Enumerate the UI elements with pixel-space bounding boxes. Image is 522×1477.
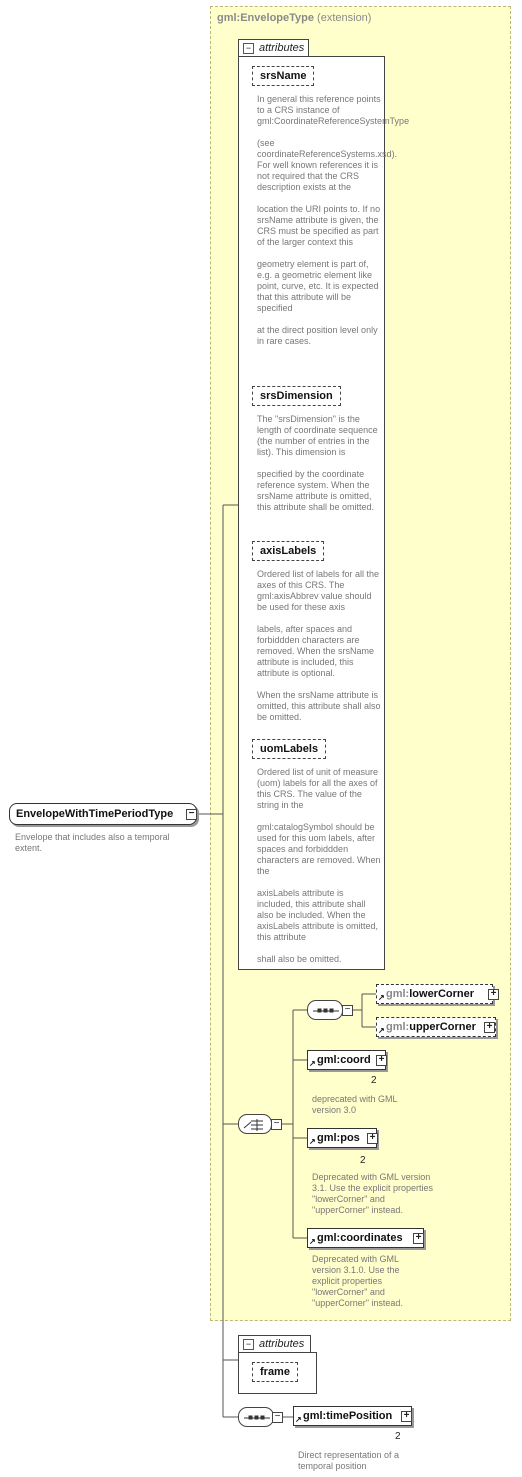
- element-timeposition-name: gml:timePosition: [303, 1410, 393, 1422]
- expand-icon[interactable]: +: [484, 1022, 495, 1033]
- own-attributes-label: attributes: [259, 1338, 305, 1350]
- element-uppercorner-name: upperCorner: [409, 1021, 476, 1033]
- element-namespace: gml:: [386, 988, 410, 1000]
- element-coord-description: deprecated with GML version 3.0: [312, 1094, 398, 1115]
- sequence-icon: [239, 1408, 275, 1428]
- root-element[interactable]: [9, 803, 197, 825]
- reference-arrow-icon: ↗: [309, 1237, 316, 1246]
- attribute-axislabels-description: Ordered list of labels for all the axes of this CRS. The gml:axisAbbrev value should be used for these axis labels, after spaces and forbiddden characters are removed. When the srsName attribute is included, this attribute is optional. When the srsName attribute is omitted, this attribute shall also be omitted.: [257, 569, 381, 722]
- reference-arrow-icon: ↗: [295, 1415, 302, 1424]
- sequence-compositor[interactable]: [307, 1000, 343, 1020]
- element-lowercorner-name: lowerCorner: [409, 988, 475, 1000]
- expand-icon[interactable]: +: [413, 1233, 424, 1244]
- attribute-srsdimension-description: The "srsDimension" is the length of coordinate sequence (the number of entries in the list). This dimension is specified by the coordinate reference system. When the srsName attribute is omitted, this attribute shall be omitted.: [257, 414, 378, 512]
- attribute-uomlabels[interactable]: uomLabels: [252, 739, 326, 759]
- extension-type-kind: (extension): [317, 12, 372, 24]
- reference-arrow-icon: ↗: [309, 1059, 316, 1068]
- attribute-uomlabels-description: Ordered list of unit of measure (uom) labels for all the axes of this CRS. The value of the string in the gml:catalogSymbol should be used for this uom labels, after spaces and forbiddden characters are removed. When the axisLabels attribute is included, this attribute shall also be included. When the axisLabels attribute is omitted, this attribute shall also be omitted.: [257, 767, 381, 964]
- choice-compositor[interactable]: [238, 1114, 272, 1134]
- own-attributes-tab[interactable]: [238, 1335, 311, 1353]
- element-timeposition[interactable]: [293, 1406, 412, 1426]
- collapse-icon[interactable]: −: [243, 43, 254, 54]
- sequence-compositor[interactable]: [238, 1407, 274, 1427]
- attribute-srsname[interactable]: srsName: [252, 66, 314, 86]
- attribute-axislabels[interactable]: axisLabels: [252, 541, 324, 561]
- collapse-icon[interactable]: −: [342, 1005, 353, 1016]
- element-coord[interactable]: [307, 1050, 386, 1070]
- cardinality-label: 2: [395, 1431, 401, 1442]
- collapse-icon[interactable]: −: [186, 809, 197, 820]
- expand-icon[interactable]: +: [367, 1133, 378, 1144]
- expand-icon[interactable]: +: [488, 989, 499, 1000]
- extension-attributes-label: attributes: [259, 42, 305, 54]
- element-coordinates-description: Deprecated with GML version 3.1.0. Use the explicit properties "lowerCorner" and "upperCorner" instead.: [312, 1254, 403, 1308]
- element-coordinates-name: gml:coordinates: [317, 1232, 403, 1244]
- expand-icon[interactable]: +: [401, 1411, 412, 1422]
- choice-icon: [239, 1115, 273, 1135]
- attribute-srsdimension[interactable]: srsDimension: [252, 386, 341, 406]
- element-coord-name: gml:coord: [317, 1054, 371, 1066]
- sequence-icon: [308, 1001, 344, 1021]
- reference-arrow-icon: ↗: [378, 993, 385, 1002]
- collapse-icon[interactable]: −: [271, 1119, 282, 1130]
- collapse-icon[interactable]: −: [272, 1412, 283, 1423]
- element-pos-name: gml:pos: [317, 1132, 360, 1144]
- attribute-frame[interactable]: frame: [252, 1362, 298, 1382]
- collapse-icon[interactable]: −: [243, 1339, 254, 1350]
- element-uppercorner[interactable]: [376, 1017, 496, 1037]
- attribute-srsname-description: In general this reference points to a CRS instance of gml:CoordinateReferenceSystemType (see coordinateReferenceSystems.xsd). For well known references it is not required that the CRS description exists at the location the URI points to. If no srsName attribute is given, the CRS must be specified as part of the larger context this geometry element is part of, e.g. a geometric element like point, curve, etc. It is expected that this attribute will be specified at the direct position level only in rare cases.: [257, 94, 410, 346]
- extension-attributes-tab[interactable]: [238, 39, 309, 57]
- element-coordinates[interactable]: [307, 1228, 424, 1248]
- root-element-name: EnvelopeWithTimePeriodType: [16, 808, 174, 820]
- expand-icon[interactable]: +: [376, 1055, 387, 1066]
- element-pos[interactable]: [307, 1128, 377, 1148]
- extension-type-name: gml:EnvelopeType: [217, 12, 314, 24]
- element-timeposition-description: Direct representation of a temporal position: [298, 1450, 400, 1471]
- element-lowercorner[interactable]: [376, 984, 497, 1004]
- reference-arrow-icon: ↗: [309, 1137, 316, 1146]
- element-namespace: gml:: [386, 1021, 410, 1033]
- reference-arrow-icon: ↗: [378, 1026, 385, 1035]
- root-description: Envelope that includes also a temporal extent.: [15, 832, 170, 853]
- cardinality-label: 2: [371, 1075, 377, 1086]
- cardinality-label: 2: [360, 1155, 366, 1166]
- element-pos-description: Deprecated with GML version 3.1. Use the explicit properties "lowerCorner" and "upperCorner" instead.: [312, 1172, 434, 1215]
